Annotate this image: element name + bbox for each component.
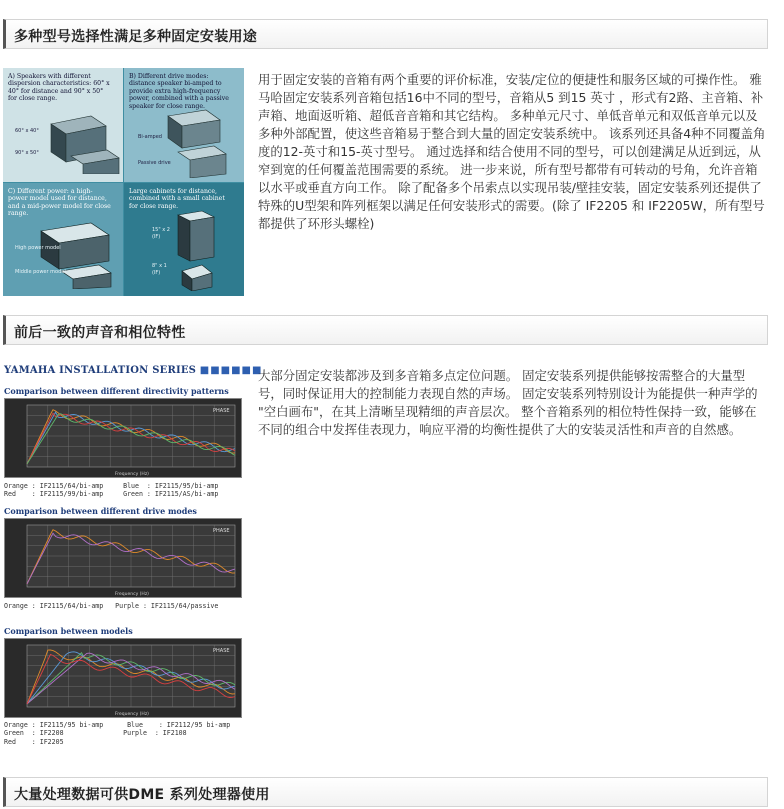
figure-label-b1: Bi-amped <box>138 134 162 140</box>
figure-brand-title <box>4 365 262 376</box>
section-header-models: 多种型号选择性满足多种固定安装用途 <box>3 19 768 49</box>
chart-models <box>4 638 242 718</box>
chart-directivity-svg <box>5 399 241 477</box>
figure-quadrant-c <box>3 183 123 296</box>
figure-text-a: A) Speakers with different dispersion characteristics: 60° x 40° for distance and 90° x 50° for close range. <box>8 73 110 103</box>
figure-label-c2: Middle power model <box>15 269 66 275</box>
section-header-dme: 大量处理数据可供DME 系列处理器使用 <box>3 777 768 807</box>
chart-title-directivity: Comparison between different directivity patterns <box>4 386 229 396</box>
chart-drive-modes-svg <box>5 519 241 597</box>
figure-quadrant-a <box>3 68 123 182</box>
figure-text-c: C) Different power: a high-power model used for distance, and a mid-power model for close range. <box>8 188 111 218</box>
chart-phase-tag: PHASE <box>213 528 230 534</box>
figure-brand-dots: ■■■■■■ <box>199 365 263 376</box>
speaker-drive-illustration <box>138 108 238 178</box>
chart-x-label: Frequency (Hz) <box>115 472 149 477</box>
figure-brand-title-text: YAMAHA INSTALLATION SERIES <box>4 365 197 376</box>
figure-label-c1: High power model <box>15 245 61 251</box>
figure-label-d1b: (IF) <box>152 234 161 240</box>
speaker-configuration-figure <box>3 68 244 296</box>
chart-legend-directivity: Orange : IF2115/64/bi-amp Blue : IF2115/95/bi-amp Red : IF2115/99/bi-amp Green : IF2115/AS/bi-amp <box>4 482 219 499</box>
figure-quadrant-d <box>124 183 244 296</box>
speaker-pair-illustration <box>11 104 121 174</box>
figure-text-b: B) Different drive modes: distance speaker bi-amped to provide extra high-frequency power, combined with a passive speaker for close range. <box>129 73 229 110</box>
figure-label-a1: 60° x 40° <box>15 128 39 134</box>
chart-x-label: Frequency (Hz) <box>115 712 149 717</box>
chart-title-models: Comparison between models <box>4 626 133 636</box>
figure-label-d2b: (IF) <box>152 270 161 276</box>
figure-text-d: Large cabinets for distance, combined with a small cabinet for close range. <box>129 188 225 210</box>
chart-models-svg <box>5 639 241 717</box>
chart-drive-modes <box>4 518 242 598</box>
chart-legend-models: Orange : IF2115/95 bi-amp Blue : IF2112/95 bi-amp Green : IF2208 Purple : IF2108 Red : IF2205 <box>4 721 231 746</box>
figure-label-b2: Passive drive <box>138 160 171 166</box>
chart-phase-tag: PHASE <box>213 408 230 414</box>
speaker-size-illustration <box>168 207 238 291</box>
figure-label-d1: 15" x 2 <box>152 227 170 233</box>
figure-label-d2: 8" x 1 <box>152 263 167 269</box>
chart-x-label: Frequency (Hz) <box>115 592 149 597</box>
chart-legend-drive-modes: Orange : IF2115/64/bi-amp Purple : IF2115/64/passive <box>4 602 219 610</box>
chart-title-drive-modes: Comparison between different drive modes <box>4 506 197 516</box>
figure-quadrant-b <box>124 68 244 182</box>
chart-directivity <box>4 398 242 478</box>
section2-paragraph: 大部分固定安装都涉及到多音箱多点定位问题。 固定安装系列提供能够按需整合的大量型号，同时保证用大的控制能力表现自然的声场。 固定安装系列特别设计为能提供一种声学的 "空白画布"，在其上清晰呈现精细的声音层次。 整个音箱系列的相位特性保持一致，能够在不同的组合中发挥佳表现力，响应平滑的均衡性提供了大的安装灵活性和声音的自然感。 <box>258 368 758 437</box>
section-header-phase: 前后一致的声音和相位特性 <box>3 315 768 345</box>
figure-label-a2: 90° x 50° <box>15 150 39 156</box>
chart-phase-tag: PHASE <box>213 648 230 654</box>
section1-paragraph: 用于固定安装的音箱有两个重要的评价标准，安装/定位的便捷性和服务区域的可操作性。 雅马哈固定安装系列音箱包括16中不同的型号，音箱从5 到15 英寸 ，形式有2路、主音箱、补声箱、地面返听箱、超低音音箱和其它结构。 多种单元尺寸、单低音单元和双低音单元以及多种外部配置，使这些音箱易于整合到大量的固定安装系统中。 该系列还具备4种不同覆盖角度的12-英寸和15-英寸型号。 通过选择和结合使用不同的型号，可以创建满足从近到远，从窄到宽的任何覆盖范围需要的系统。 进一步来说，所有型号都带有可转动的号角，允许音箱以水平或垂直方向工作。 除了配备多个吊索点以实现吊装/壁挂安装，固定安装系列还提供了特殊的U型架和阵列框架以满足任何安装形式的需要。(除了 IF2205 和 IF2205W，所有型号都提供了环形头螺栓) <box>258 72 766 231</box>
speaker-power-illustration <box>11 219 121 289</box>
